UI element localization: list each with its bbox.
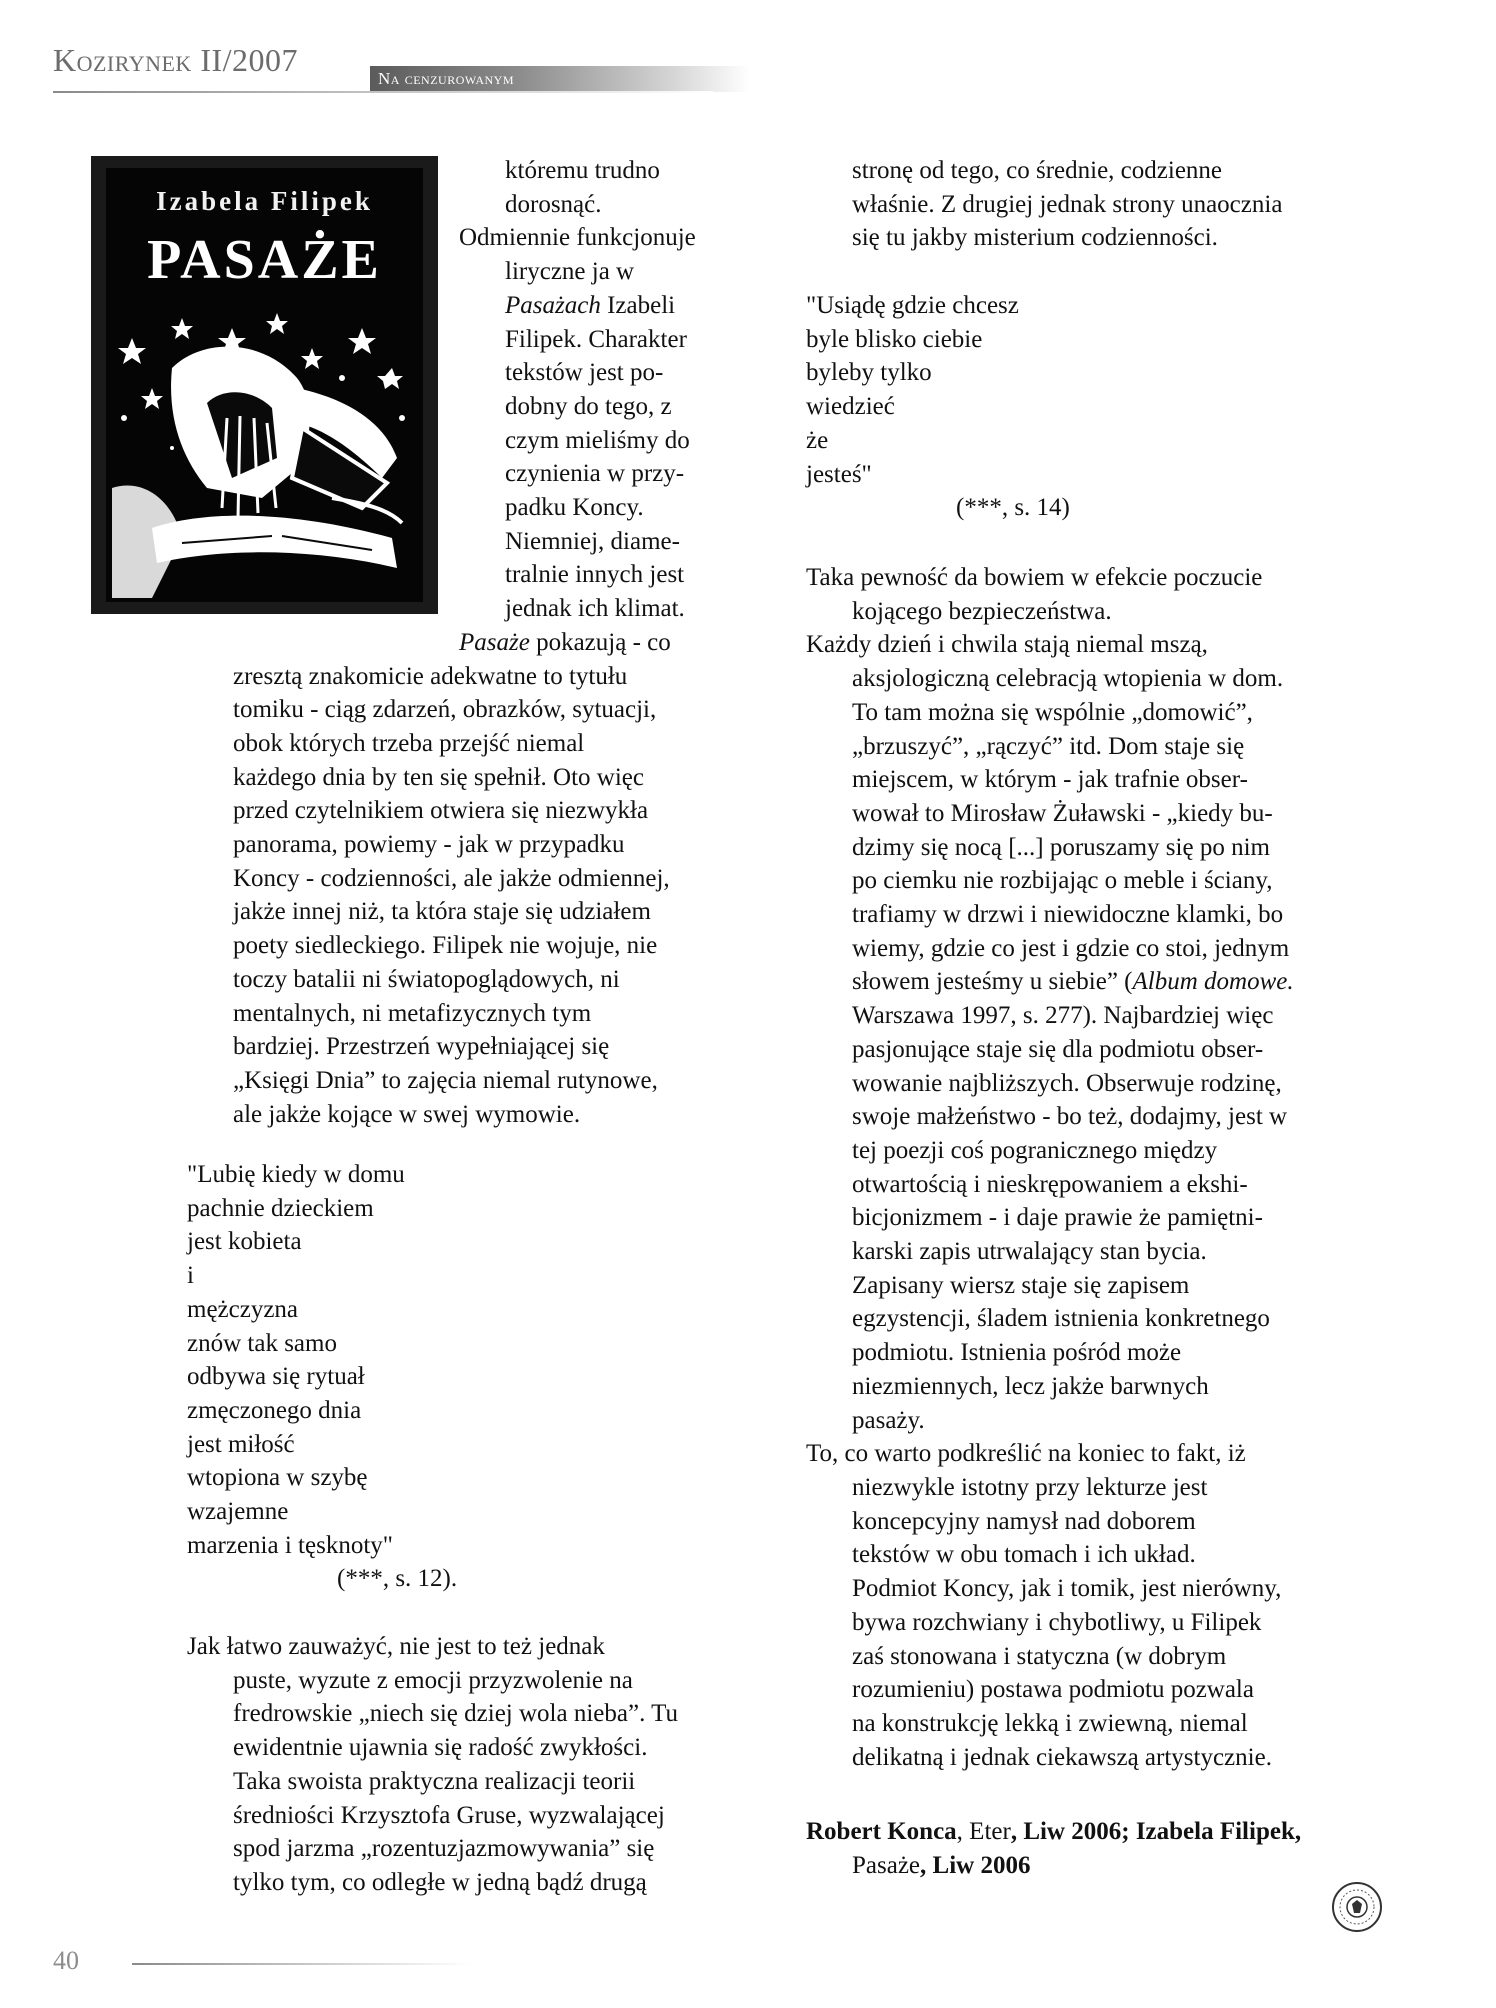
text-line: toczy batalii ni światopoglądowych, ni (233, 965, 620, 993)
text-line: ale jakże kojące w swej wymowie. (233, 1100, 581, 1128)
text-line: fredrowskie „niech się dziej wola nieba”. Tu (233, 1700, 679, 1728)
text-line: „brzuszyć”, „rączyć” itd. Dom staje się (852, 732, 1245, 760)
text-line: czynienia w przy- (505, 460, 685, 488)
footer-rule (132, 1963, 472, 1965)
text-line: rozumieniu) postawa podmiotu pozwala (852, 1676, 1254, 1704)
text-line: To, co warto podkreślić na koniec to fakt, iż (806, 1440, 1246, 1468)
section-label: Na cenzurowanym (378, 69, 515, 88)
text-line: niezwykle istotny przy lekturze jest (852, 1473, 1208, 1501)
text-line: Koncy - codzienności, ale jakże odmiennej, (233, 864, 670, 892)
text-line: bicjonizmem - i daje prawie że pamiętni- (852, 1204, 1263, 1232)
text-line: ewidentnie ujawnia się radość zwykłości. (233, 1734, 648, 1762)
text-line: właśnie. Z drugiej jednak strony unaocznia (852, 190, 1283, 218)
text-line: „Księgi Dnia” to zajęcia niemal rutynowe, (233, 1066, 658, 1094)
poem-line: byleby tylko (806, 359, 932, 387)
text-line: Jak łatwo zauważyć, nie jest to też jednak (187, 1633, 605, 1660)
poem-line: pachnie dzieckiem (187, 1194, 374, 1222)
poem-line: wtopiona w szybę (187, 1464, 368, 1492)
indented-lines (806, 662, 1416, 1437)
cover-title: PASAŻE (147, 229, 382, 291)
text-line: tekstów jest po- (505, 359, 664, 387)
text-line: po ciemku nie rozbijając o meble i ściany, (852, 867, 1273, 895)
col1-wrap-c (505, 255, 690, 626)
poem-line: "Usiądę gdzie chcesz (806, 292, 1019, 319)
bibliography-line (806, 1849, 1426, 1883)
text-line: miejscem, w którym - jak trafnie obser- (852, 766, 1248, 794)
text-fragment: Izabeli (600, 291, 676, 319)
poem-line: jest kobieta (187, 1228, 302, 1256)
text-line (459, 626, 671, 660)
text-line: koncepcyjny namysł nad doborem (852, 1507, 1196, 1535)
text-line: delikatną i jednak ciekawszą artystycznie. (852, 1743, 1272, 1771)
section-band (370, 66, 750, 92)
text-line: kojącego bezpieczeństwa. (852, 597, 1112, 625)
page-header (53, 42, 693, 102)
text-line: Podmiot Koncy, jak i tomik, jest nierówny, (852, 1575, 1282, 1603)
col1-wrap-a (505, 154, 660, 221)
book-title-italic: Pasażach (505, 291, 601, 319)
text-line: swoje małżeństwo - bo też, dodajmy, jest w (852, 1103, 1288, 1131)
text-line: obok których trzeba przejść niemal (233, 729, 585, 757)
text-line: karski zapis utrwalający stan bycia. (852, 1238, 1207, 1266)
text-line: Taka swoista praktyczna realizacji teorii (233, 1767, 636, 1795)
text-line (852, 965, 1416, 999)
poem-line: odbywa się rytuał (187, 1363, 365, 1391)
col2-body (806, 561, 1416, 1774)
text-line: pasaży. (852, 1406, 925, 1434)
poem-line: zmęczonego dnia (187, 1396, 362, 1424)
text-line: wował to Mirosław Żuławski - „kiedy bu- (852, 799, 1273, 827)
text-line: egzystencji, śladem istnienia konkretnego (852, 1305, 1270, 1333)
poem-line: wzajemne (187, 1498, 289, 1526)
cover-author: Izabela Filipek (156, 186, 373, 216)
text-line: tylko tym, co odległe w jedną bądź drugą (233, 1868, 647, 1896)
text-line: mentalnych, ni metafizycznych tym (233, 999, 592, 1027)
text-line: każdego dnia by ten się spełnił. Oto więc (233, 763, 644, 791)
text-line: tej poezji coś pogranicznego między (852, 1136, 1218, 1164)
magazine-title: Kozirynek II/2007 (53, 42, 299, 78)
text-line: bywa rozchwiany i chybotliwy, u Filipek (852, 1608, 1262, 1636)
text-line: podmiotu. Istnienia pośród może (852, 1339, 1182, 1367)
text-line: Zapisany wiersz staje się zapisem (852, 1271, 1190, 1299)
text-line: dzimy się nocą [...] poruszamy się po nim (852, 833, 1270, 861)
book-cover-panel (106, 168, 423, 602)
text-fragment: słowem jesteśmy u siebie” ( (852, 968, 1133, 996)
text-line: przed czytelnikiem otwiera się niezwykła (233, 797, 649, 825)
text-line: się tu jakby misterium codzienności. (852, 224, 1218, 252)
book-cover-image (91, 156, 438, 614)
bib-publisher: , Liw 2006; Izabela Filipek, (1010, 1818, 1302, 1845)
poem-line: jest miłość (187, 1430, 295, 1458)
bibliography-line (806, 1815, 1426, 1849)
indented-lines (806, 1471, 1416, 1774)
poem-line: znów tak samo (187, 1329, 337, 1357)
poem-line: że (806, 426, 829, 454)
text-line: tekstów w obu tomach i ich układ. (852, 1541, 1196, 1569)
text-line: stronę od tego, co średnie, codzienne (852, 157, 1223, 184)
poem-line: jesteś" (806, 460, 872, 488)
text-line: liryczne ja w (505, 258, 635, 286)
book-title-italic: Album domowe. (1132, 968, 1294, 996)
cover-illustration (112, 308, 417, 598)
poem-line: marzenia i tęsknoty" (187, 1531, 393, 1559)
text-line: aksjologiczną celebracją wtopienia w dom. (852, 665, 1284, 693)
bib-author: Robert Konca (806, 1818, 957, 1845)
col2-cont (852, 154, 1282, 255)
text-line: tomiku - ciąg zdarzeń, obrazków, sytuacji, (233, 696, 657, 724)
book-title-italic: Pasaże (459, 628, 530, 656)
text-line: niezmiennych, lecz jakże barwnych (852, 1372, 1209, 1400)
publisher-seal-icon (1330, 1880, 1384, 1934)
text-line: puste, wyzute z emocji przyzwolenie na (233, 1666, 633, 1694)
text-line: spod jarzma „rozentuzjazmowywania” się (233, 1835, 655, 1863)
col1-para2 (187, 1630, 767, 1900)
text-line: Każdy dzień i chwila stają niemal mszą, (806, 631, 1208, 659)
text-line: wiemy, gdzie co jest i gdzie co stoi, jednym (852, 934, 1290, 962)
text-line: wowanie najbliższych. Obserwuje rodzinę, (852, 1069, 1282, 1097)
text-line: dobny do tego, z (505, 392, 672, 420)
poem-line: i (187, 1262, 194, 1290)
col1-wrap-b (459, 221, 696, 255)
bib-title: Eter (969, 1818, 1011, 1845)
text-line: któremu trudno (505, 157, 660, 184)
bib-publisher: , Liw 2006 (920, 1851, 1031, 1879)
bibliography (806, 1815, 1426, 1882)
text-line: czym mieliśmy do (505, 426, 690, 454)
text-line: jednak ich klimat. (505, 595, 685, 623)
text-line: To tam można się wspólnie „domowić”, (852, 698, 1253, 726)
col2-poem (806, 289, 1206, 525)
text-line: średniości Krzysztofa Gruse, wyzwalającej (233, 1801, 665, 1829)
bib-sep: , (956, 1818, 970, 1845)
page-number: 40 (53, 1946, 79, 1975)
text-line (505, 289, 690, 323)
text-line: Niemniej, diame- (505, 527, 680, 555)
text-line: padku Koncy. (505, 494, 644, 522)
header-rule (53, 91, 713, 93)
poem-reference: (***, s. 12). (337, 1565, 458, 1593)
col1-poem (187, 1158, 587, 1596)
text-line: Odmiennie funkcjonuje (459, 224, 696, 252)
indented-lines (187, 1664, 767, 1900)
text-line: bardziej. Przestrzeń wypełniającej się (233, 1033, 610, 1061)
text-line: dorosnąć. (505, 190, 602, 218)
text-line: trafiamy w drzwi i niewidoczne klamki, bo (852, 901, 1284, 929)
poem-line: wiedzieć (806, 393, 895, 421)
text-line: zresztą znakomicie adekwatne to tytułu (233, 662, 628, 690)
text-line: poety siedleckiego. Filipek nie wojuje, nie (233, 932, 658, 960)
poem-line: "Lubię kiedy w domu (187, 1161, 405, 1188)
text-line: pasjonujące staje się dla podmiotu obser- (852, 1035, 1264, 1063)
text-line: Filipek. Charakter (505, 325, 687, 353)
text-line: Taka pewność da bowiem w efekcie poczucie (806, 564, 1263, 591)
text-line: zaś stonowana i statyczna (w dobrym (852, 1642, 1227, 1670)
col1-para1-lead (459, 626, 671, 660)
text-line: na konstrukcję lekką i zwiewną, niemal (852, 1709, 1248, 1737)
text-line: tralnie innych jest (505, 561, 685, 589)
text-line: Warszawa 1997, s. 277). Najbardziej więc (852, 1002, 1274, 1030)
text-fragment: pokazują - co (529, 628, 671, 656)
text-line: jakże innej niż, ta która staje się udziałem (233, 898, 651, 926)
text-line: panorama, powiemy - jak w przypadku (233, 831, 625, 859)
bib-title: Pasaże (852, 1851, 921, 1879)
poem-reference: (***, s. 14) (956, 494, 1070, 522)
poem-line: mężczyzna (187, 1295, 299, 1323)
poem-line: byle blisko ciebie (806, 325, 983, 353)
col1-para1 (233, 660, 670, 1132)
text-line: otwartością i nieskrępowaniem a ekshi- (852, 1170, 1248, 1198)
